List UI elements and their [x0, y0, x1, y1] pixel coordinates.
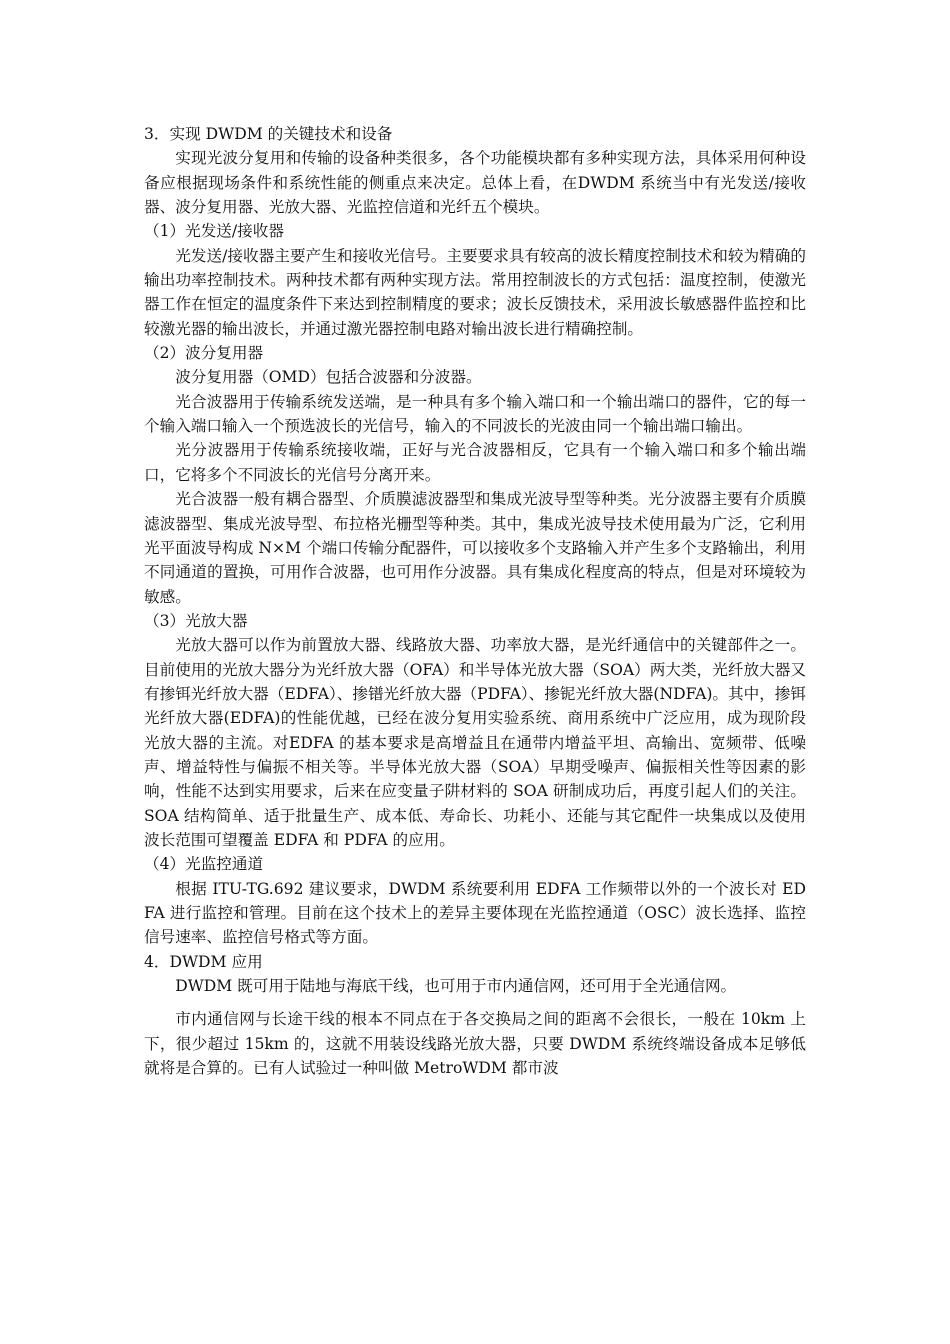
- section-4-paragraph-1: DWDM 既可用于陆地与海底干线，也可用于市内通信网，还可用于全光通信网。: [175, 977, 737, 996]
- document-page: [144, 122, 806, 1080]
- subsection-1-paragraph: 光发送/接收器主要产生和接收光信号。主要要求具有较高的波长精度控制技术和较为精确的输出功率控制技术。两种技术都有两种实现方法。常用控制波长的方式包括：温度控制，使激光器工作在恒定的温度条件下来达到控制精度的要求；波长反馈技术，采用波长敏感器件监控和比较激光器的输出波长，并通过激光器控制电路对输出波长进行精确控制。: [144, 246, 806, 338]
- section-3-intro: 实现光波分复用和传输的设备种类很多，各个功能模块都有多种实现方法，具体采用何种设备应根据现场条件和系统性能的侧重点来决定。总体上看，在DWDM 系统当中有光发送/接收器、波分复用器、光放大器、光监控信道和光纤五个模块。: [144, 149, 806, 217]
- subsection-3-heading: （3）光放大器: [144, 611, 248, 630]
- subsection-4-paragraph: 根据 ITU-TG.692 建议要求，DWDM 系统要利用 EDFA 工作频带以外的一个波长对 EDFA 进行监控和管理。目前在这个技术上的差异主要体现在光监控通道（OSC）波长选择、监控信号速率、监控信号格式等方面。: [144, 879, 806, 947]
- subsection-1-heading: （1）光发送/接收器: [144, 222, 284, 241]
- subsection-2-paragraph-1: 波分复用器（OMD）包括合波器和分波器。: [175, 368, 482, 387]
- subsection-2-paragraph-4: 光合波器一般有耦合器型、介质膜滤波器型和集成光波导型等种类。光分波器主要有介质膜滤波器型、集成光波导型、布拉格光栅型等种类。其中，集成光波导技术使用最为广泛，它利用光平面波导构成 N×M 个端口传输分配器件，可以接收多个支路输入并产生多个支路输出，利用不同通道的置换，可用作合波器，也可用作分波器。具有集成化程度高的特点，但是对环境较为敏感。: [144, 490, 806, 606]
- subsection-2-paragraph-3: 光分波器用于传输系统接收端，正好与光合波器相反，它具有一个输入端口和多个输出端口，它将多个不同波长的光信号分离开来。: [144, 441, 806, 484]
- subsection-4-heading: （4）光监控通道: [144, 855, 264, 874]
- subsection-2-paragraph-2: 光合波器用于传输系统发送端，是一种具有多个输入端口和一个输出端口的器件，它的每一个输入端口输入一个预选波长的光信号，输入的不同波长的光波由同一个输出端口输出。: [144, 392, 806, 436]
- subsection-3-paragraph: 光放大器可以作为前置放大器、线路放大器、功率放大器，是光纤通信中的关键部件之一。目前使用的光放大器分为光纤放大器（OFA）和半导体光放大器（SOA）两大类，光纤放大器又有掺铒光纤放大器（EDFA）、掺镨光纤放大器（PDFA）、掺铌光纤放大器(NDFA)。其中，掺铒光纤放大器(EDFA)的性能优越，已经在波分复用实验系统、商用系统中广泛应用，成为现阶段光放大器的主流。对EDFA 的基本要求是高增益且在通带内增益平坦、高输出、宽频带、低噪声、增益特性与偏振不相关等。半导体光放大器（SOA）早期受噪声、偏振相关性等因素的影响，性能不达到实用要求，后来在应变量子阱材料的 SOA 研制成功后，再度引起人们的关注。SOA 结构简单、适于批量生产、成本低、寿命长、功耗小、还能与其它配件一块集成以及使用波长范围可望覆盖 EDFA 和 PDFA 的应用。: [144, 636, 806, 849]
- section-4-heading: 4．DWDM 应用: [144, 952, 263, 971]
- subsection-2-heading: （2）波分复用器: [144, 344, 264, 363]
- section-3-heading: 3．实现 DWDM 的关键技术和设备: [144, 125, 393, 143]
- section-4-paragraph-2: 市内通信网与长途干线的根本不同点在于各交换局之间的距离不会很长，一般在 10km 上下，很少超过 15km 的，这就不用装设线路光放大器，只要 DWDM 系统终端设备成本足够低就将是合算的。已有人试验过一种叫做 MetroWDM 都市波: [144, 1010, 806, 1078]
